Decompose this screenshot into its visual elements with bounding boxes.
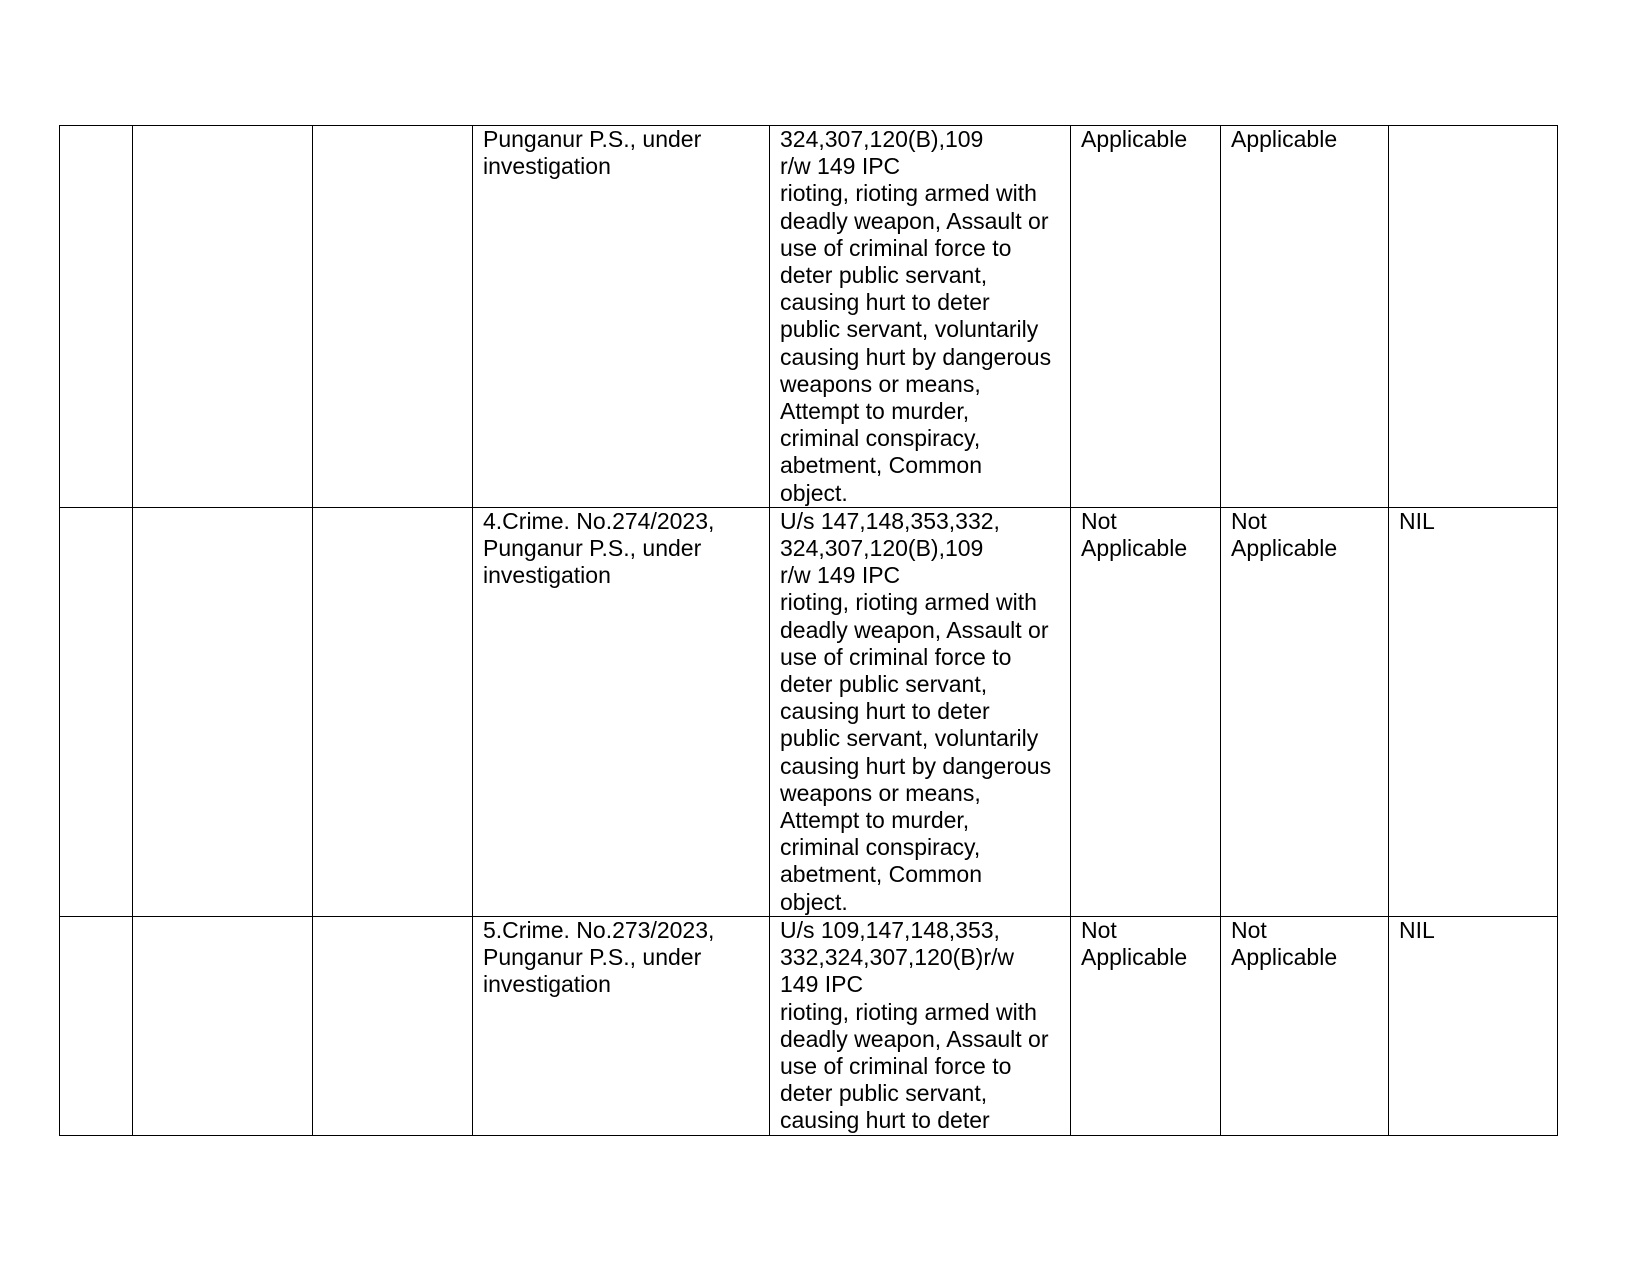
applicability-cell: Applicable — [1071, 126, 1221, 508]
table-cell — [60, 507, 133, 916]
applicability-cell: Not Applicable — [1221, 916, 1389, 1135]
table-cell — [313, 126, 473, 508]
case-details-cell: 5.Crime. No.273/2023, Punganur P.S., under investigation — [473, 916, 770, 1135]
table-cell — [133, 126, 313, 508]
table-row — [60, 916, 1558, 1135]
records-table — [59, 125, 1558, 1136]
table-cell — [133, 507, 313, 916]
table-cell — [60, 126, 133, 508]
table-row — [60, 507, 1558, 916]
table-cell — [313, 507, 473, 916]
table-cell — [313, 916, 473, 1135]
remarks-cell: NIL — [1389, 507, 1558, 916]
table-cell — [60, 916, 133, 1135]
applicability-cell: Not Applicable — [1221, 507, 1389, 916]
applicability-cell: Not Applicable — [1071, 916, 1221, 1135]
applicability-cell: Not Applicable — [1071, 507, 1221, 916]
offence-sections-cell: U/s 109,147,148,353, 332,324,307,120(B)r/w 149 IPC rioting, rioting armed with deadly weapon, Assault or use of criminal force to deter public servant, causing hurt to deter — [770, 916, 1071, 1135]
offence-sections-cell: 324,307,120(B),109 r/w 149 IPC rioting, rioting armed with deadly weapon, Assault or use of criminal force to deter public servant, causing hurt to deter public servant, voluntarily causing hurt by dangerous weapons or means, Attempt to murder, criminal conspiracy, abetment, Common object. — [770, 126, 1071, 508]
case-details-cell: 4.Crime. No.274/2023, Punganur P.S., under investigation — [473, 507, 770, 916]
offence-sections-cell: U/s 147,148,353,332, 324,307,120(B),109 r/w 149 IPC rioting, rioting armed with deadly weapon, Assault or use of criminal force to deter public servant, causing hurt to deter public servant, voluntarily causing hurt by dangerous weapons or means, Attempt to murder, criminal conspiracy, abetment, Common object. — [770, 507, 1071, 916]
applicability-cell: Applicable — [1221, 126, 1389, 508]
case-details-cell: Punganur P.S., under investigation — [473, 126, 770, 508]
table-row — [60, 126, 1558, 508]
table-cell — [133, 916, 313, 1135]
remarks-cell: NIL — [1389, 916, 1558, 1135]
remarks-cell — [1389, 126, 1558, 508]
